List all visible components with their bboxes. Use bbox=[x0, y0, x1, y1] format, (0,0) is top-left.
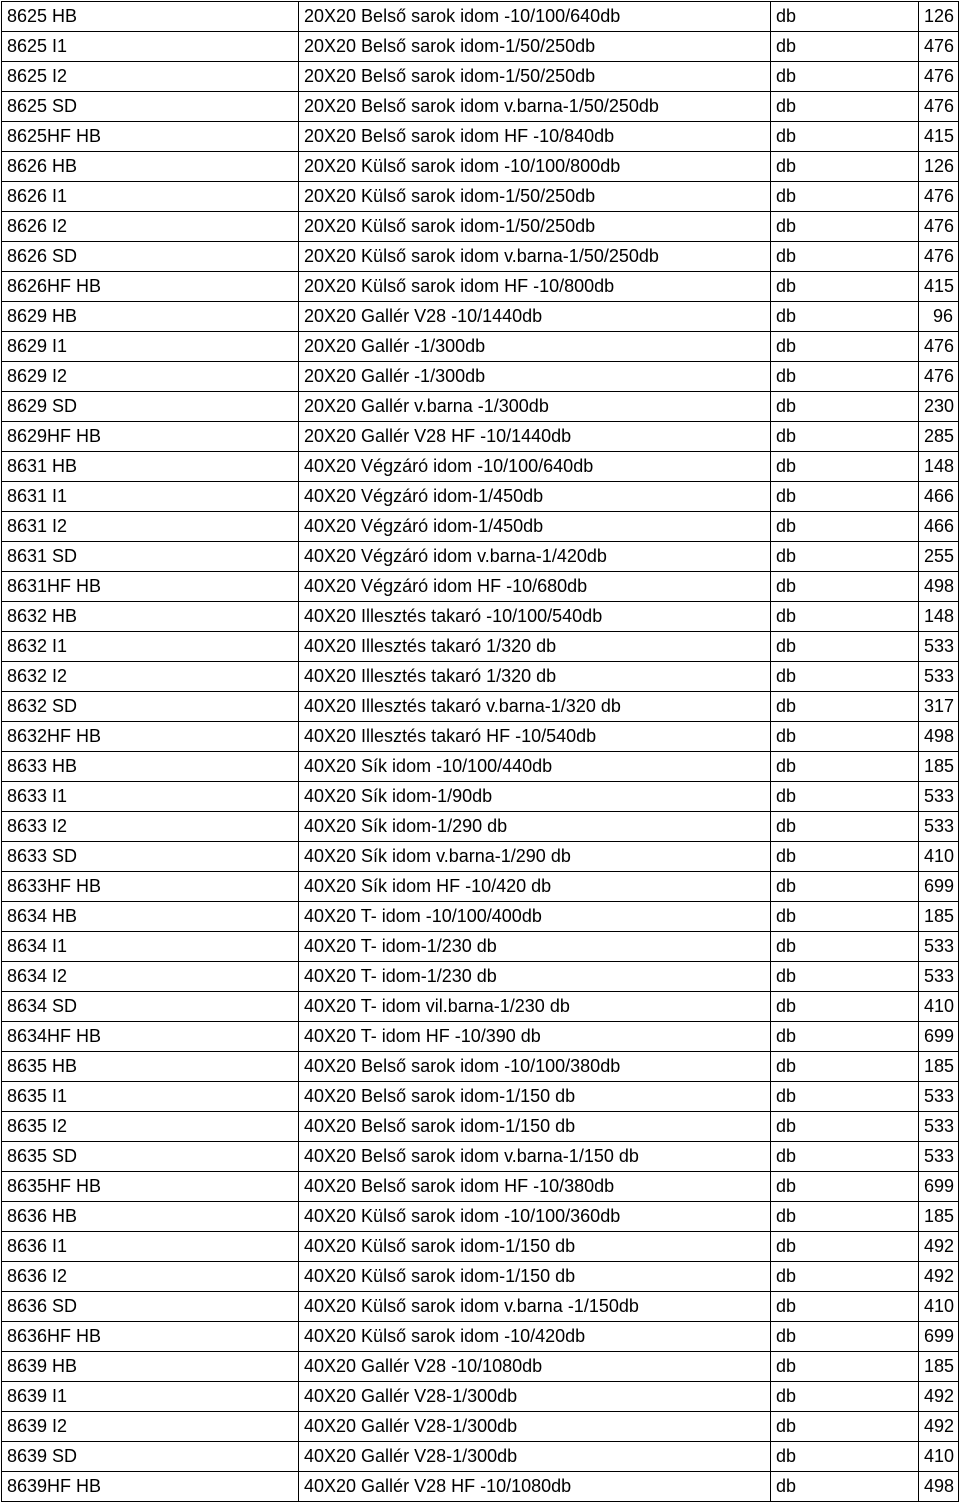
table-row bbox=[2, 1262, 959, 1292]
unit-cell: db bbox=[771, 632, 919, 662]
product-code-cell: 8634 I1 bbox=[2, 932, 299, 962]
product-code-cell: 8634 I2 bbox=[2, 962, 299, 992]
price-cell: 476 bbox=[919, 32, 959, 62]
price-cell: 410 bbox=[919, 1442, 959, 1472]
table-row bbox=[2, 1022, 959, 1052]
product-code-cell: 8632HF HB bbox=[2, 722, 299, 752]
table-row bbox=[2, 812, 959, 842]
table-row bbox=[2, 482, 959, 512]
unit-cell: db bbox=[771, 272, 919, 302]
description-cell: 40X20 Sík idom v.barna-1/290 db bbox=[299, 842, 771, 872]
price-cell: 699 bbox=[919, 1322, 959, 1352]
price-cell: 410 bbox=[919, 992, 959, 1022]
price-cell: 185 bbox=[919, 1352, 959, 1382]
price-cell: 476 bbox=[919, 92, 959, 122]
description-cell: 20X20 Gallér -1/300db bbox=[299, 332, 771, 362]
description-cell: 40X20 Sík idom-1/90db bbox=[299, 782, 771, 812]
description-cell: 40X20 Gallér V28-1/300db bbox=[299, 1382, 771, 1412]
description-cell: 20X20 Gallér -1/300db bbox=[299, 362, 771, 392]
unit-cell: db bbox=[771, 752, 919, 782]
unit-cell: db bbox=[771, 542, 919, 572]
product-code-cell: 8629HF HB bbox=[2, 422, 299, 452]
table-row bbox=[2, 752, 959, 782]
unit-cell: db bbox=[771, 782, 919, 812]
description-cell: 40X20 Végzáró idom HF -10/680db bbox=[299, 572, 771, 602]
unit-cell: db bbox=[771, 1142, 919, 1172]
unit-cell: db bbox=[771, 212, 919, 242]
table-row bbox=[2, 902, 959, 932]
table-row bbox=[2, 452, 959, 482]
product-code-cell: 8625 I1 bbox=[2, 32, 299, 62]
table-row bbox=[2, 782, 959, 812]
table-row bbox=[2, 1352, 959, 1382]
product-code-cell: 8632 HB bbox=[2, 602, 299, 632]
table-row bbox=[2, 542, 959, 572]
unit-cell: db bbox=[771, 902, 919, 932]
unit-cell: db bbox=[771, 1082, 919, 1112]
price-cell: 533 bbox=[919, 812, 959, 842]
table-row bbox=[2, 1082, 959, 1112]
price-cell: 466 bbox=[919, 482, 959, 512]
unit-cell: db bbox=[771, 722, 919, 752]
description-cell: 40X20 T- idom vil.barna-1/230 db bbox=[299, 992, 771, 1022]
price-cell: 126 bbox=[919, 152, 959, 182]
table-row bbox=[2, 1172, 959, 1202]
price-cell: 317 bbox=[919, 692, 959, 722]
unit-cell: db bbox=[771, 92, 919, 122]
description-cell: 20X20 Belső sarok idom -10/100/640db bbox=[299, 2, 771, 32]
unit-cell: db bbox=[771, 452, 919, 482]
description-cell: 40X20 T- idom HF -10/390 db bbox=[299, 1022, 771, 1052]
description-cell: 40X20 Belső sarok idom v.barna-1/150 db bbox=[299, 1142, 771, 1172]
price-cell: 476 bbox=[919, 362, 959, 392]
product-code-cell: 8633 I1 bbox=[2, 782, 299, 812]
table-row bbox=[2, 332, 959, 362]
table-row bbox=[2, 1322, 959, 1352]
price-cell: 492 bbox=[919, 1232, 959, 1262]
unit-cell: db bbox=[771, 242, 919, 272]
price-cell: 476 bbox=[919, 62, 959, 92]
description-cell: 20X20 Külső sarok idom-1/50/250db bbox=[299, 212, 771, 242]
unit-cell: db bbox=[771, 812, 919, 842]
table-row bbox=[2, 2, 959, 32]
unit-cell: db bbox=[771, 1112, 919, 1142]
product-code-cell: 8634 HB bbox=[2, 902, 299, 932]
table-row bbox=[2, 32, 959, 62]
table-row bbox=[2, 692, 959, 722]
table-row bbox=[2, 872, 959, 902]
unit-cell: db bbox=[771, 332, 919, 362]
description-cell: 40X20 Gallér V28-1/300db bbox=[299, 1412, 771, 1442]
price-cell: 498 bbox=[919, 722, 959, 752]
description-cell: 40X20 Végzáró idom v.barna-1/420db bbox=[299, 542, 771, 572]
product-code-cell: 8636 SD bbox=[2, 1292, 299, 1322]
price-cell: 410 bbox=[919, 1292, 959, 1322]
product-code-cell: 8633 I2 bbox=[2, 812, 299, 842]
product-code-cell: 8629 I2 bbox=[2, 362, 299, 392]
table-row bbox=[2, 1232, 959, 1262]
table-row bbox=[2, 602, 959, 632]
table-row bbox=[2, 662, 959, 692]
product-code-cell: 8639 HB bbox=[2, 1352, 299, 1382]
product-code-cell: 8626 HB bbox=[2, 152, 299, 182]
unit-cell: db bbox=[771, 842, 919, 872]
table-row bbox=[2, 92, 959, 122]
description-cell: 40X20 Sík idom -10/100/440db bbox=[299, 752, 771, 782]
price-cell: 699 bbox=[919, 1172, 959, 1202]
description-cell: 40X20 Külső sarok idom-1/150 db bbox=[299, 1262, 771, 1292]
unit-cell: db bbox=[771, 1442, 919, 1472]
product-code-cell: 8626 I2 bbox=[2, 212, 299, 242]
product-code-cell: 8639 I1 bbox=[2, 1382, 299, 1412]
price-list-body bbox=[2, 2, 959, 1502]
unit-cell: db bbox=[771, 1262, 919, 1292]
price-cell: 466 bbox=[919, 512, 959, 542]
description-cell: 40X20 T- idom -10/100/400db bbox=[299, 902, 771, 932]
product-code-cell: 8632 I1 bbox=[2, 632, 299, 662]
product-code-cell: 8633 SD bbox=[2, 842, 299, 872]
description-cell: 40X20 T- idom-1/230 db bbox=[299, 932, 771, 962]
unit-cell: db bbox=[771, 872, 919, 902]
product-code-cell: 8636 I2 bbox=[2, 1262, 299, 1292]
product-code-cell: 8629 HB bbox=[2, 302, 299, 332]
description-cell: 40X20 Gallér V28-1/300db bbox=[299, 1442, 771, 1472]
price-list-table bbox=[1, 1, 959, 1502]
unit-cell: db bbox=[771, 2, 919, 32]
price-cell: 476 bbox=[919, 332, 959, 362]
description-cell: 40X20 Gallér V28 HF -10/1080db bbox=[299, 1472, 771, 1502]
description-cell: 40X20 Belső sarok idom-1/150 db bbox=[299, 1082, 771, 1112]
product-code-cell: 8635 I1 bbox=[2, 1082, 299, 1112]
price-cell: 533 bbox=[919, 932, 959, 962]
price-cell: 185 bbox=[919, 902, 959, 932]
price-cell: 476 bbox=[919, 212, 959, 242]
table-row bbox=[2, 1142, 959, 1172]
table-row bbox=[2, 722, 959, 752]
table-row bbox=[2, 992, 959, 1022]
price-cell: 230 bbox=[919, 392, 959, 422]
product-code-cell: 8631HF HB bbox=[2, 572, 299, 602]
unit-cell: db bbox=[771, 602, 919, 632]
price-cell: 492 bbox=[919, 1412, 959, 1442]
price-cell: 699 bbox=[919, 872, 959, 902]
unit-cell: db bbox=[771, 992, 919, 1022]
product-code-cell: 8626 SD bbox=[2, 242, 299, 272]
price-cell: 492 bbox=[919, 1262, 959, 1292]
price-cell: 185 bbox=[919, 1202, 959, 1232]
unit-cell: db bbox=[771, 1292, 919, 1322]
description-cell: 20X20 Gallér v.barna -1/300db bbox=[299, 392, 771, 422]
price-cell: 148 bbox=[919, 602, 959, 632]
product-code-cell: 8639HF HB bbox=[2, 1472, 299, 1502]
product-code-cell: 8631 I1 bbox=[2, 482, 299, 512]
price-cell: 415 bbox=[919, 272, 959, 302]
product-code-cell: 8634HF HB bbox=[2, 1022, 299, 1052]
product-code-cell: 8629 SD bbox=[2, 392, 299, 422]
description-cell: 20X20 Belső sarok idom-1/50/250db bbox=[299, 62, 771, 92]
unit-cell: db bbox=[771, 692, 919, 722]
unit-cell: db bbox=[771, 1382, 919, 1412]
product-code-cell: 8639 I2 bbox=[2, 1412, 299, 1442]
price-cell: 699 bbox=[919, 1022, 959, 1052]
price-cell: 255 bbox=[919, 542, 959, 572]
price-cell: 533 bbox=[919, 1142, 959, 1172]
table-row bbox=[2, 242, 959, 272]
product-code-cell: 8636 I1 bbox=[2, 1232, 299, 1262]
price-cell: 533 bbox=[919, 632, 959, 662]
product-code-cell: 8629 I1 bbox=[2, 332, 299, 362]
price-cell: 126 bbox=[919, 2, 959, 32]
product-code-cell: 8626 I1 bbox=[2, 182, 299, 212]
description-cell: 40X20 Külső sarok idom v.barna -1/150db bbox=[299, 1292, 771, 1322]
price-cell: 498 bbox=[919, 1472, 959, 1502]
price-cell: 285 bbox=[919, 422, 959, 452]
table-row bbox=[2, 1412, 959, 1442]
table-row bbox=[2, 182, 959, 212]
unit-cell: db bbox=[771, 1232, 919, 1262]
description-cell: 20X20 Külső sarok idom HF -10/800db bbox=[299, 272, 771, 302]
unit-cell: db bbox=[771, 572, 919, 602]
unit-cell: db bbox=[771, 482, 919, 512]
table-row bbox=[2, 422, 959, 452]
table-row bbox=[2, 62, 959, 92]
unit-cell: db bbox=[771, 1472, 919, 1502]
table-row bbox=[2, 362, 959, 392]
price-cell: 476 bbox=[919, 242, 959, 272]
description-cell: 40X20 Külső sarok idom -10/100/360db bbox=[299, 1202, 771, 1232]
product-code-cell: 8633HF HB bbox=[2, 872, 299, 902]
table-row bbox=[2, 512, 959, 542]
description-cell: 40X20 Illesztés takaró 1/320 db bbox=[299, 662, 771, 692]
unit-cell: db bbox=[771, 1172, 919, 1202]
unit-cell: db bbox=[771, 362, 919, 392]
description-cell: 40X20 Illesztés takaró HF -10/540db bbox=[299, 722, 771, 752]
table-row bbox=[2, 152, 959, 182]
unit-cell: db bbox=[771, 1202, 919, 1232]
description-cell: 20X20 Gallér V28 HF -10/1440db bbox=[299, 422, 771, 452]
price-cell: 185 bbox=[919, 1052, 959, 1082]
unit-cell: db bbox=[771, 932, 919, 962]
product-code-cell: 8631 I2 bbox=[2, 512, 299, 542]
table-row bbox=[2, 272, 959, 302]
table-row bbox=[2, 1112, 959, 1142]
table-row bbox=[2, 1472, 959, 1502]
product-code-cell: 8632 I2 bbox=[2, 662, 299, 692]
table-row bbox=[2, 1382, 959, 1412]
product-code-cell: 8639 SD bbox=[2, 1442, 299, 1472]
unit-cell: db bbox=[771, 122, 919, 152]
description-cell: 20X20 Belső sarok idom-1/50/250db bbox=[299, 32, 771, 62]
description-cell: 40X20 Gallér V28 -10/1080db bbox=[299, 1352, 771, 1382]
description-cell: 20X20 Belső sarok idom v.barna-1/50/250db bbox=[299, 92, 771, 122]
table-row bbox=[2, 1202, 959, 1232]
unit-cell: db bbox=[771, 62, 919, 92]
product-code-cell: 8625 SD bbox=[2, 92, 299, 122]
product-code-cell: 8636HF HB bbox=[2, 1322, 299, 1352]
product-code-cell: 8635 HB bbox=[2, 1052, 299, 1082]
price-cell: 476 bbox=[919, 182, 959, 212]
unit-cell: db bbox=[771, 1322, 919, 1352]
description-cell: 40X20 Belső sarok idom-1/150 db bbox=[299, 1112, 771, 1142]
product-code-cell: 8635HF HB bbox=[2, 1172, 299, 1202]
table-row bbox=[2, 392, 959, 422]
product-code-cell: 8625HF HB bbox=[2, 122, 299, 152]
table-row bbox=[2, 1292, 959, 1322]
description-cell: 40X20 T- idom-1/230 db bbox=[299, 962, 771, 992]
description-cell: 20X20 Külső sarok idom -10/100/800db bbox=[299, 152, 771, 182]
description-cell: 20X20 Külső sarok idom-1/50/250db bbox=[299, 182, 771, 212]
price-cell: 148 bbox=[919, 452, 959, 482]
product-code-cell: 8625 I2 bbox=[2, 62, 299, 92]
product-code-cell: 8634 SD bbox=[2, 992, 299, 1022]
product-code-cell: 8631 SD bbox=[2, 542, 299, 572]
unit-cell: db bbox=[771, 422, 919, 452]
table-row bbox=[2, 842, 959, 872]
description-cell: 20X20 Külső sarok idom v.barna-1/50/250db bbox=[299, 242, 771, 272]
description-cell: 40X20 Külső sarok idom -10/420db bbox=[299, 1322, 771, 1352]
table-row bbox=[2, 212, 959, 242]
unit-cell: db bbox=[771, 152, 919, 182]
price-cell: 492 bbox=[919, 1382, 959, 1412]
table-row bbox=[2, 122, 959, 152]
description-cell: 20X20 Belső sarok idom HF -10/840db bbox=[299, 122, 771, 152]
price-cell: 415 bbox=[919, 122, 959, 152]
price-cell: 533 bbox=[919, 1112, 959, 1142]
description-cell: 20X20 Gallér V28 -10/1440db bbox=[299, 302, 771, 332]
price-cell: 533 bbox=[919, 782, 959, 812]
unit-cell: db bbox=[771, 32, 919, 62]
product-code-cell: 8625 HB bbox=[2, 2, 299, 32]
product-code-cell: 8635 SD bbox=[2, 1142, 299, 1172]
table-row bbox=[2, 572, 959, 602]
price-cell: 498 bbox=[919, 572, 959, 602]
price-cell: 533 bbox=[919, 662, 959, 692]
table-row bbox=[2, 1052, 959, 1082]
price-cell: 410 bbox=[919, 842, 959, 872]
unit-cell: db bbox=[771, 302, 919, 332]
product-code-cell: 8626HF HB bbox=[2, 272, 299, 302]
product-code-cell: 8631 HB bbox=[2, 452, 299, 482]
product-code-cell: 8632 SD bbox=[2, 692, 299, 722]
unit-cell: db bbox=[771, 1022, 919, 1052]
description-cell: 40X20 Illesztés takaró 1/320 db bbox=[299, 632, 771, 662]
description-cell: 40X20 Végzáró idom -10/100/640db bbox=[299, 452, 771, 482]
table-row bbox=[2, 962, 959, 992]
unit-cell: db bbox=[771, 182, 919, 212]
product-code-cell: 8635 I2 bbox=[2, 1112, 299, 1142]
unit-cell: db bbox=[771, 662, 919, 692]
description-cell: 40X20 Belső sarok idom HF -10/380db bbox=[299, 1172, 771, 1202]
unit-cell: db bbox=[771, 392, 919, 422]
price-cell: 533 bbox=[919, 1082, 959, 1112]
description-cell: 40X20 Sík idom HF -10/420 db bbox=[299, 872, 771, 902]
description-cell: 40X20 Illesztés takaró -10/100/540db bbox=[299, 602, 771, 632]
table-row bbox=[2, 932, 959, 962]
product-code-cell: 8633 HB bbox=[2, 752, 299, 782]
table-row bbox=[2, 1442, 959, 1472]
unit-cell: db bbox=[771, 1352, 919, 1382]
price-cell: 185 bbox=[919, 752, 959, 782]
description-cell: 40X20 Végzáró idom-1/450db bbox=[299, 482, 771, 512]
price-cell: 96 bbox=[919, 302, 959, 332]
description-cell: 40X20 Sík idom-1/290 db bbox=[299, 812, 771, 842]
unit-cell: db bbox=[771, 962, 919, 992]
description-cell: 40X20 Külső sarok idom-1/150 db bbox=[299, 1232, 771, 1262]
unit-cell: db bbox=[771, 512, 919, 542]
table-row bbox=[2, 302, 959, 332]
price-cell: 533 bbox=[919, 962, 959, 992]
description-cell: 40X20 Végzáró idom-1/450db bbox=[299, 512, 771, 542]
description-cell: 40X20 Belső sarok idom -10/100/380db bbox=[299, 1052, 771, 1082]
product-code-cell: 8636 HB bbox=[2, 1202, 299, 1232]
unit-cell: db bbox=[771, 1412, 919, 1442]
unit-cell: db bbox=[771, 1052, 919, 1082]
description-cell: 40X20 Illesztés takaró v.barna-1/320 db bbox=[299, 692, 771, 722]
table-row bbox=[2, 632, 959, 662]
